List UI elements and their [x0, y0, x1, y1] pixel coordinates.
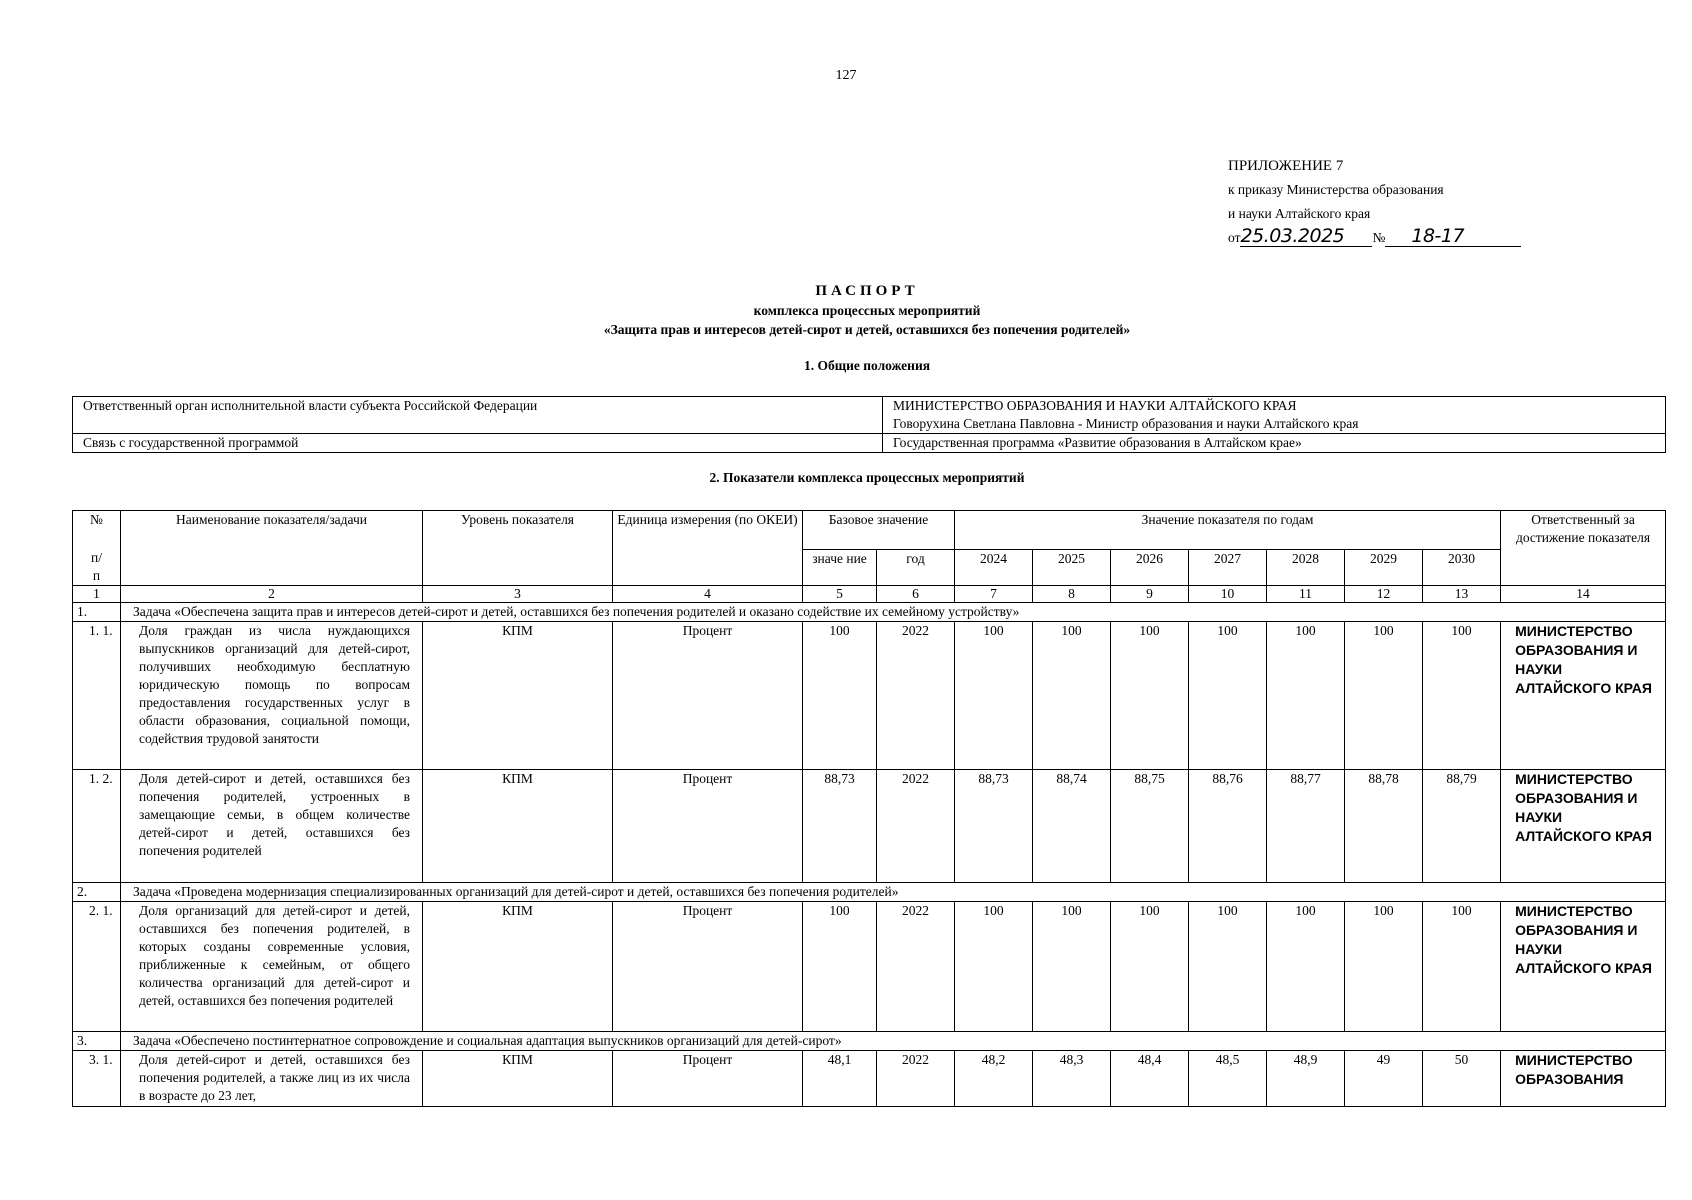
col-number: 11	[1267, 586, 1345, 603]
responsible-body-label: Ответственный орган исполнительной власти субъекта Российской Федерации	[73, 397, 883, 434]
col-number: 12	[1345, 586, 1423, 603]
indicator-value: 100	[1033, 902, 1111, 1032]
program-link-value: Государственная программа «Развитие образования в Алтайском крае»	[883, 434, 1666, 453]
indicator-base-value: 48,1	[803, 1051, 877, 1107]
header-year: 2030	[1423, 549, 1501, 586]
indicators-table	[72, 510, 1666, 1107]
indicator-level: КПМ	[423, 770, 613, 883]
indicator-level: КПМ	[423, 1051, 613, 1107]
indicator-value: 100	[1423, 622, 1501, 770]
col-number: 14	[1501, 586, 1666, 603]
indicator-value: 88,76	[1189, 770, 1267, 883]
header-year: 2029	[1345, 549, 1423, 586]
indicator-name: Доля организаций для детей-сирот и детей, оставшихся без попечения родителей, в которых созданы современные условия, приближенные к семейным, от общего количества организаций для детей-сирот и детей, оставшихся без попечения родителей	[121, 902, 423, 1032]
indicator-value: 88,74	[1033, 770, 1111, 883]
task-num: 3.	[73, 1032, 121, 1051]
responsible-person: Говорухина Светлана Павловна - Министр образования и науки Алтайского края	[893, 416, 1359, 431]
section-2-heading: 2. Показатели комплекса процессных мероприятий	[709, 470, 1025, 485]
header-year: 2026	[1111, 549, 1189, 586]
col-number: 6	[877, 586, 955, 603]
passport-name: «Защита прав и интересов детей-сирот и детей, оставшихся без попечения родителей»	[603, 322, 1131, 337]
indicator-unit: Процент	[613, 1051, 803, 1107]
indicator-base-year: 2022	[877, 770, 955, 883]
indicator-base-year: 2022	[877, 1051, 955, 1107]
task-row	[73, 883, 1666, 902]
indicator-value: 88,75	[1111, 770, 1189, 883]
responsible-body-value	[883, 397, 1666, 434]
indicator-level: КПМ	[423, 622, 613, 770]
indicator-value: 88,77	[1267, 770, 1345, 883]
indicator-value: 88,79	[1423, 770, 1501, 883]
indicator-responsible: МИНИСТЕРСТВО ОБРАЗОВАНИЯ И НАУКИ АЛТАЙСКОГО КРАЯ	[1501, 770, 1666, 883]
page-number: 127	[835, 68, 857, 83]
indicator-base-value: 100	[803, 902, 877, 1032]
col-number: 5	[803, 586, 877, 603]
indicator-value: 48,5	[1189, 1051, 1267, 1107]
task-num: 2.	[73, 883, 121, 902]
task-text: Задача «Проведена модернизация специализированных организаций для детей-сирот и детей, оставшихся без попечения родителей»	[121, 883, 1666, 902]
indicator-base-value: 100	[803, 622, 877, 770]
indicator-value: 100	[1267, 622, 1345, 770]
indicator-num: 3. 1.	[73, 1051, 121, 1107]
responsible-body-name: МИНИСТЕРСТВО ОБРАЗОВАНИЯ И НАУКИ АЛТАЙСКОГО КРАЯ	[893, 398, 1297, 413]
indicator-level: КПМ	[423, 902, 613, 1032]
col-number: 2	[121, 586, 423, 603]
header-year: 2028	[1267, 549, 1345, 586]
indicator-value: 100	[1345, 622, 1423, 770]
header-num: № п/ п	[73, 511, 121, 586]
indicator-base-value: 88,73	[803, 770, 877, 883]
indicator-value: 100	[1111, 622, 1189, 770]
indicator-value: 88,73	[955, 770, 1033, 883]
indicator-row	[73, 770, 1666, 883]
header-by-years: Значение показателя по годам	[955, 511, 1501, 550]
header-year: 2025	[1033, 549, 1111, 586]
program-link-label: Связь с государственной программой	[73, 434, 883, 453]
col-number: 1	[73, 586, 121, 603]
header-base: Базовое значение	[803, 511, 955, 550]
indicator-responsible: МИНИСТЕРСТВО ОБРАЗОВАНИЯ И НАУКИ АЛТАЙСКОГО КРАЯ	[1501, 622, 1666, 770]
task-text: Задача «Обеспечено постинтернатное сопровождение и социальная адаптация выпускников организаций для детей-сирот»	[121, 1032, 1666, 1051]
indicator-name: Доля детей-сирот и детей, оставшихся без попечения родителей, устроенных в замещающие семьи, в общем количестве детей-сирот и детей, оставшихся без попечения родителей	[121, 770, 423, 883]
number-prefix: №	[1372, 230, 1386, 245]
table-row	[73, 397, 1666, 434]
indicator-base-year: 2022	[877, 902, 955, 1032]
order-number: 18-17	[1385, 227, 1521, 247]
indicator-value: 48,4	[1111, 1051, 1189, 1107]
date-prefix: от	[1228, 230, 1241, 245]
passport-subtitle: комплекса процессных мероприятий	[753, 303, 981, 318]
header-unit: Единица измерения (по ОКЕИ)	[613, 511, 803, 586]
col-number: 10	[1189, 586, 1267, 603]
header-year: 2024	[955, 549, 1033, 586]
indicator-value: 100	[1111, 902, 1189, 1032]
col-number: 8	[1033, 586, 1111, 603]
indicator-row	[73, 622, 1666, 770]
indicator-value: 100	[1033, 622, 1111, 770]
header-name: Наименование показателя/задачи	[121, 511, 423, 586]
indicator-unit: Процент	[613, 902, 803, 1032]
indicator-name: Доля граждан из числа нуждающихся выпускников организаций для детей-сирот, получивших необходимую бесплатную юридическую помощь по вопросам предоставления государственных услуг в области образования, социальной помощи, содействия трудовой занятости	[121, 622, 423, 770]
indicator-value: 48,9	[1267, 1051, 1345, 1107]
section-1-heading: 1. Общие положения	[803, 358, 931, 373]
indicator-value: 100	[955, 622, 1033, 770]
indicator-value: 50	[1423, 1051, 1501, 1107]
general-provisions-table	[72, 396, 1666, 453]
indicator-value: 100	[955, 902, 1033, 1032]
col-number: 7	[955, 586, 1033, 603]
indicator-value: 100	[1345, 902, 1423, 1032]
indicator-value: 100	[1189, 622, 1267, 770]
col-number: 4	[613, 586, 803, 603]
header-year: 2027	[1189, 549, 1267, 586]
indicator-unit: Процент	[613, 770, 803, 883]
task-row	[73, 603, 1666, 622]
indicator-num: 1. 2.	[73, 770, 121, 883]
indicator-num: 1. 1.	[73, 622, 121, 770]
order-date: 25.03.2025	[1240, 227, 1372, 247]
document-title	[0, 282, 1692, 339]
header-level: Уровень показателя	[423, 511, 613, 586]
indicator-value: 48,2	[955, 1051, 1033, 1107]
indicator-responsible: МИНИСТЕРСТВО ОБРАЗОВАНИЯ И НАУКИ АЛТАЙСКОГО КРАЯ	[1501, 902, 1666, 1032]
indicator-value: 49	[1345, 1051, 1423, 1107]
indicator-name: Доля детей-сирот и детей, оставшихся без попечения родителей, а также лиц из их числа в возрасте до 23 лет,	[121, 1051, 423, 1107]
col-number: 13	[1423, 586, 1501, 603]
task-row	[73, 1032, 1666, 1051]
header-responsible: Ответственный за достижение показателя	[1501, 511, 1666, 586]
indicator-value: 100	[1423, 902, 1501, 1032]
appendix-block	[1228, 154, 1521, 250]
task-num: 1.	[73, 603, 121, 622]
appendix-title: ПРИЛОЖЕНИЕ 7	[1228, 158, 1344, 174]
indicator-value: 48,3	[1033, 1051, 1111, 1107]
indicator-value: 100	[1267, 902, 1345, 1032]
header-base-year: год	[877, 549, 955, 586]
column-number-row	[73, 586, 1666, 603]
header-base-value: значе ние	[803, 549, 877, 586]
appendix-line-2: и науки Алтайского края	[1228, 206, 1371, 221]
passport-title: ПАСПОРТ	[815, 283, 919, 299]
indicator-unit: Процент	[613, 622, 803, 770]
indicator-row	[73, 902, 1666, 1032]
order-line	[1228, 226, 1521, 250]
header-row	[73, 511, 1666, 550]
indicator-row	[73, 1051, 1666, 1107]
table-row	[73, 434, 1666, 453]
indicator-responsible: МИНИСТЕРСТВО ОБРАЗОВАНИЯ	[1501, 1051, 1666, 1107]
col-number: 9	[1111, 586, 1189, 603]
task-text: Задача «Обеспечена защита прав и интересов детей-сирот и детей, оставшихся без попечения родителей и оказано содействие их семейному устройству»	[121, 603, 1666, 622]
appendix-line-1: к приказу Министерства образования	[1228, 182, 1444, 197]
col-number: 3	[423, 586, 613, 603]
indicator-value: 88,78	[1345, 770, 1423, 883]
indicator-value: 100	[1189, 902, 1267, 1032]
indicator-num: 2. 1.	[73, 902, 121, 1032]
indicator-base-year: 2022	[877, 622, 955, 770]
